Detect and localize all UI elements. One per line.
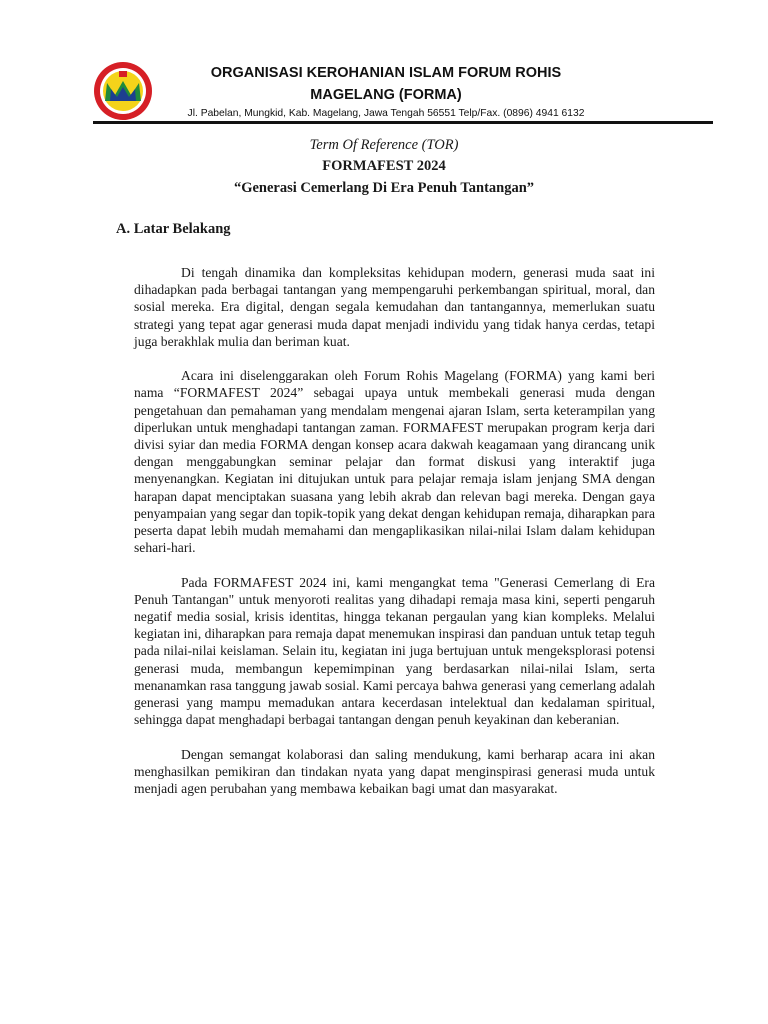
section-heading: A. Latar Belakang: [116, 221, 231, 237]
paragraph: Dengan semangat kolaborasi dan saling mendukung, kami berharap acara ini akan menghasilkan pemikiran dan tindakan nyata yang dapat menginspirasi generasi muda untuk menjadi agen perubahan yang membawa kebaikan bagi umat dan masyarakat.: [134, 746, 655, 797]
org-name-line-1: ORGANISASI KEROHANIAN ISLAM FORUM ROHIS: [210, 65, 562, 81]
paragraph: Acara ini diselenggarakan oleh Forum Rohis Magelang (FORMA) yang kami beri nama “FORMAFEST 2024” sebagai upaya untuk membekali generasi muda dengan pengetahuan dan pemahaman yang mendalam mengenai ajaran Islam, serta keterampilan yang diperlukan untuk menghadapi tantangan zaman. FORMAFEST merupakan program kerja dari divisi syiar dan media FORMA dengan konsep acara dakwah keagamaan yang dirancang unik dengan menggabungkan seminar pelajar dan format diskusi yang interaktif juga menyenangkan. Kegiatan ini ditujukan untuk para pelajar remaja islam jenjang SMA dengan harapan dapat menciptakan suasana yang lebih akrab dan relevan bagi mereka. Dengan gaya penyampaian yang segar dan topik-topik yang dekat dengan kehidupan remaja, diharapkan para peserta dapat lebih mudah memahami dan mengaplikasikan nilai-nilai Islam dalam kehidupan sehari-hari.: [134, 368, 655, 556]
section-body: [134, 264, 655, 814]
paragraph: Pada FORMAFEST 2024 ini, kami mengangkat tema "Generasi Cemerlang di Era Penuh Tantangan" untuk menyoroti realitas yang dihadapi remaja masa kini, seperti pengaruh negatif media sosial, krisis identitas, hingga tekanan pergaulan yang kian kompleks. Melalui kegiatan ini, diharapkan para remaja dapat menemukan inspirasi dan panduan untuk tetap teguh pada nilai-nilai keislaman. Selain itu, kegiatan ini juga bertujuan untuk mengeksplorasi potensi generasi muda, membangun kepemimpinan yang berdasarkan nilai-nilai Islam, serta menanamkan rasa tanggung jawab sosial. Kami percaya bahwa generasi yang cemerlang adalah generasi yang mampu memadukan antara kecerdasan intelektual dan kedalaman spiritual, sehingga dapat menghadapi berbagai tantangan dengan penuh keyakinan dan keberanian.: [134, 574, 655, 728]
org-name-line-2: MAGELANG (FORMA): [310, 87, 462, 103]
event-name: FORMAFEST 2024: [322, 158, 446, 174]
letterhead-divider: [93, 121, 713, 124]
event-theme: “Generasi Cemerlang Di Era Penuh Tantangan”: [233, 180, 535, 196]
document-subtitle: Term Of Reference (TOR): [309, 137, 459, 153]
org-address: Jl. Pabelan, Mungkid, Kab. Magelang, Jawa Tengah 56551 Telp/Fax. (0896) 4941 6132: [187, 108, 585, 119]
paragraph: Di tengah dinamika dan kompleksitas kehidupan modern, generasi muda saat ini dihadapkan pada berbagai tantangan yang mempengaruhi perkembangan spiritual, moral, dan sosial mereka. Era digital, dengan segala kemudahan dan tantangannya, memerlukan suatu strategi yang tepat agar generasi muda dapat menjadi individu yang tidak hanya cerdas, tetapi juga berakhlak mulia dan beriman kuat.: [134, 265, 655, 349]
